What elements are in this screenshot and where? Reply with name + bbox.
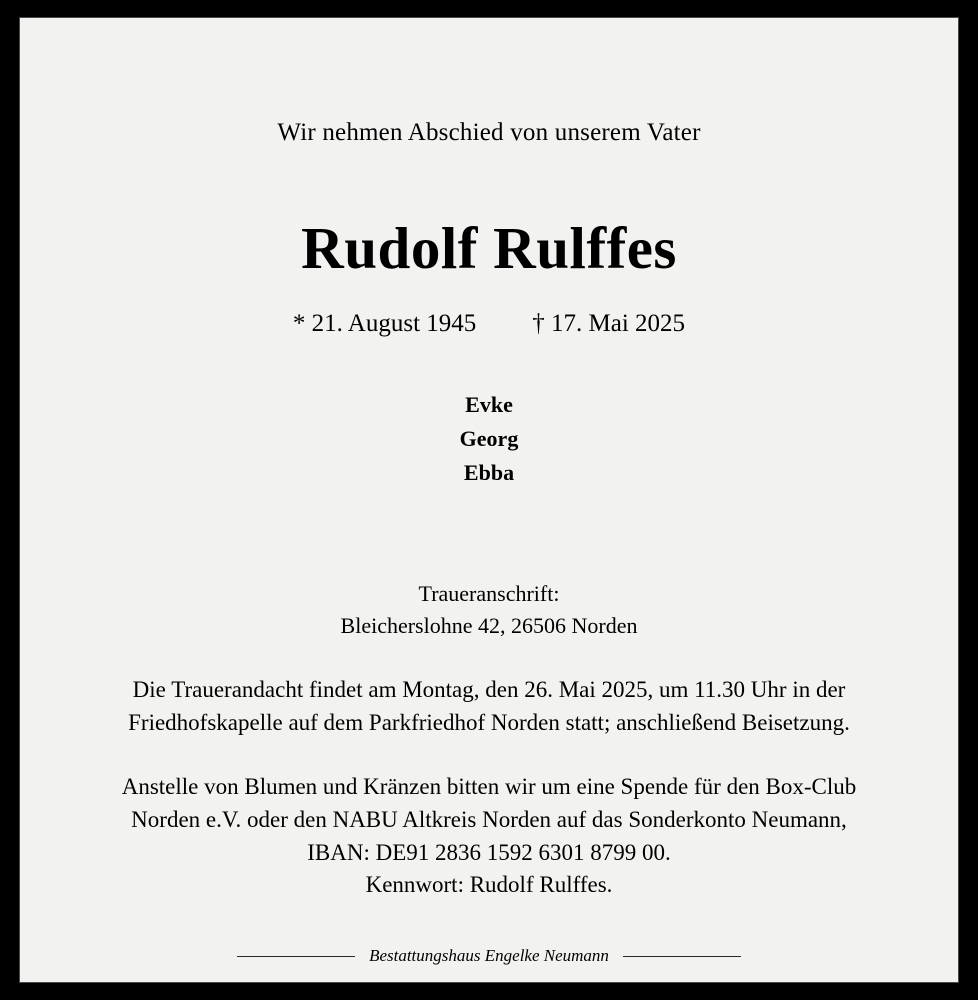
- donation-request-block: [49, 771, 929, 902]
- list-item: Ebba: [463, 460, 515, 486]
- service-details-block: [49, 674, 929, 739]
- obituary-card: [19, 17, 959, 983]
- mourning-address-label: Traueranschrift:: [418, 581, 560, 607]
- service-line-2: Friedhofskapelle auf dem Parkfriedhof Norden statt; anschließend Beisetzung.: [128, 709, 850, 735]
- mourning-address-block: [341, 578, 638, 642]
- donation-keyword: Kennwort: Rudolf Rulffes.: [365, 872, 613, 898]
- list-item: Evke: [465, 391, 513, 417]
- footer: [20, 946, 958, 966]
- donation-line-2: Norden e.V. oder den NABU Altkreis Norden auf das Sonderkonto Neumann,: [131, 806, 847, 832]
- deceased-name: Rudolf Rulffes: [301, 215, 677, 281]
- mourning-address-value: Bleicherslohne 42, 26506 Norden: [340, 613, 638, 639]
- divider-left: [237, 956, 355, 957]
- death-date: † 17. Mai 2025: [532, 309, 686, 337]
- survivors-list: [460, 388, 519, 490]
- divider-right: [623, 956, 741, 957]
- life-dates: [293, 310, 685, 338]
- donation-line-1: Anstelle von Blumen und Kränzen bitten wir um eine Spende für den Box-Club: [121, 774, 857, 800]
- service-line-1: Die Trauerandacht findet am Montag, den 26. Mai 2025, um 11.30 Uhr in der: [132, 677, 846, 702]
- intro-line: Wir nehmen Abschied von unserem Vater: [277, 119, 701, 146]
- donation-iban: IBAN: DE91 2836 1592 6301 8799 00.: [307, 839, 671, 865]
- list-item: Georg: [459, 426, 519, 452]
- birth-date: * 21. August 1945: [292, 309, 477, 337]
- funeral-home-name: Bestattungshaus Engelke Neumann: [369, 946, 609, 965]
